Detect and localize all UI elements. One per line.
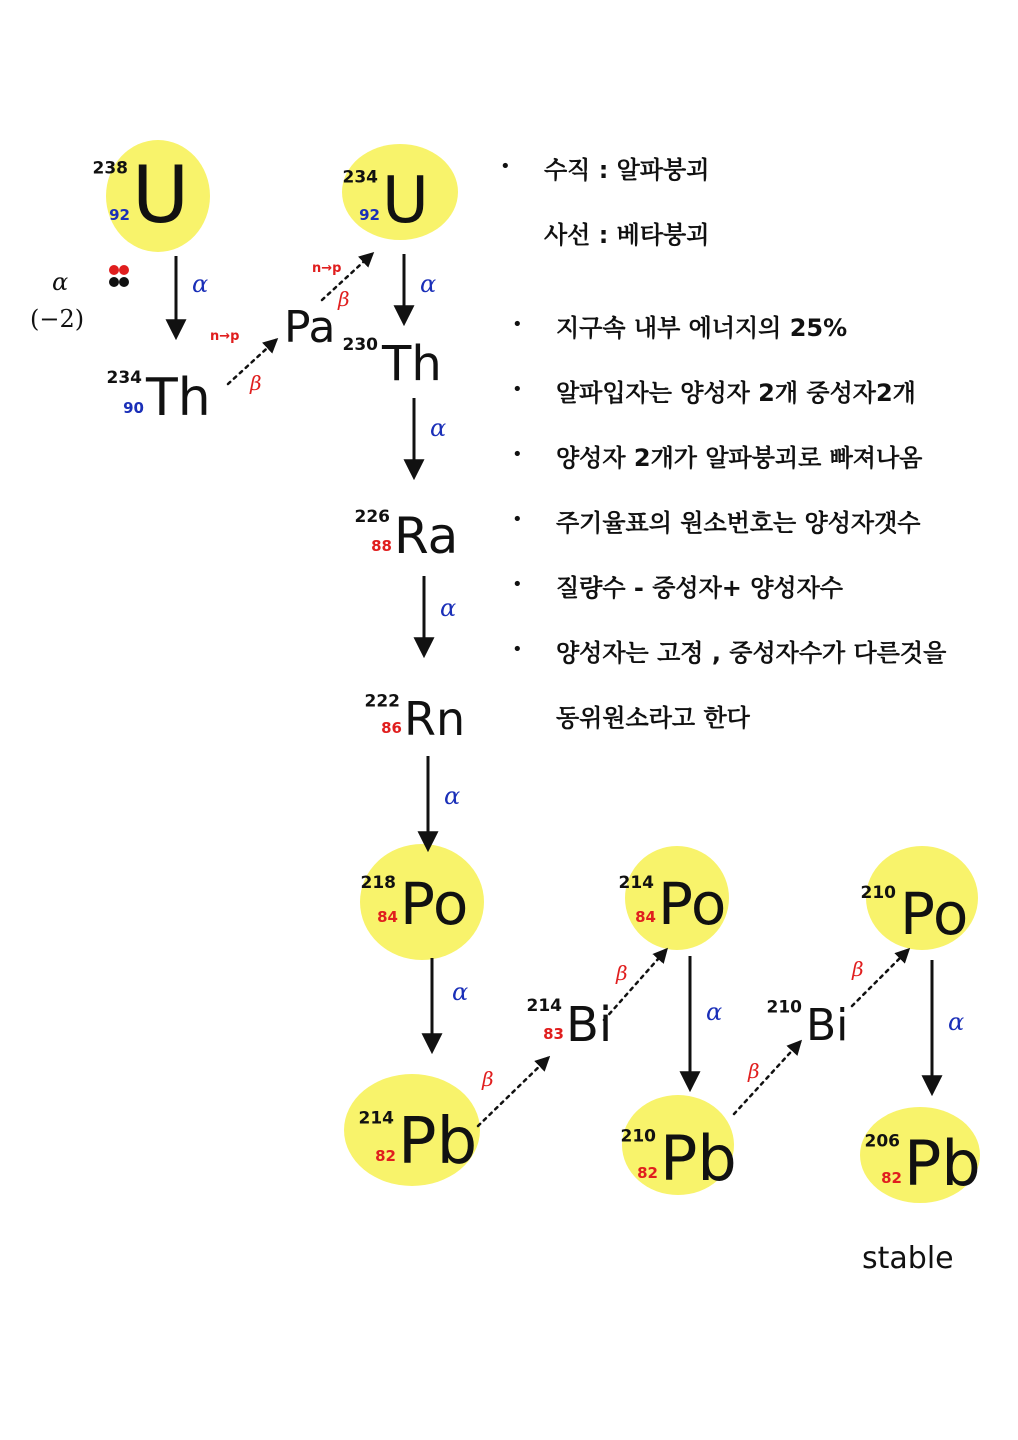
note-item: 주기율표의 원소번호는 양성자갯수 bbox=[556, 509, 921, 537]
alpha-label: α bbox=[444, 782, 461, 810]
decay-arrow-pb210-bi210 bbox=[734, 1042, 800, 1114]
mass-number: 218 bbox=[360, 873, 396, 894]
beta-label: β bbox=[748, 1059, 760, 1083]
decay-arrow-pb214-bi214 bbox=[478, 1058, 548, 1126]
nuclide-th234 bbox=[107, 368, 211, 428]
mass-number: 214 bbox=[358, 1108, 394, 1129]
element-symbol: Pa bbox=[284, 302, 336, 353]
alpha-label: α bbox=[706, 998, 723, 1026]
nuclide-rn222 bbox=[365, 691, 466, 746]
n-to-p-label: n→p bbox=[312, 261, 342, 276]
nuclide-bi210 bbox=[767, 998, 849, 1051]
note-item: 질량수 - 중성자+ 양성자수 bbox=[556, 574, 843, 602]
element-symbol: Th bbox=[146, 368, 211, 428]
bullet-dot: • bbox=[512, 379, 523, 400]
note-vertical-alpha: 수직 : 알파붕괴 bbox=[544, 156, 710, 184]
nuclides-layer bbox=[93, 151, 981, 1200]
element-symbol: U bbox=[132, 151, 190, 241]
mass-number: 206 bbox=[864, 1131, 900, 1152]
beta-label: β bbox=[482, 1067, 494, 1091]
mass-number: 234 bbox=[342, 167, 378, 188]
proton-dot bbox=[119, 265, 129, 275]
element-symbol: Ra bbox=[394, 507, 459, 565]
decay-arrow-po214-pb210 bbox=[690, 956, 722, 1088]
element-symbol: U bbox=[382, 164, 429, 238]
atomic-number: 90 bbox=[123, 399, 144, 417]
n-to-p-label: n→p bbox=[210, 329, 240, 344]
element-symbol: Th bbox=[382, 336, 442, 392]
beta-label: β bbox=[338, 287, 350, 311]
mass-number: 222 bbox=[364, 691, 400, 712]
decay-arrow-th230-ra226 bbox=[414, 398, 446, 476]
atomic-number: 86 bbox=[381, 719, 402, 737]
beta-label: β bbox=[250, 371, 262, 395]
note-item-continuation: 동위원소라고 한다 bbox=[556, 704, 750, 732]
alpha-label: α bbox=[452, 978, 469, 1006]
decay-arrow-u238-th234 bbox=[176, 256, 208, 336]
decay-arrow-th234-pa bbox=[210, 329, 276, 395]
proton-dot bbox=[109, 265, 119, 275]
mass-number: 226 bbox=[354, 507, 390, 527]
bullet-dot: • bbox=[512, 509, 523, 530]
note-item: 양성자 2개가 알파붕괴로 빠져나옴 bbox=[556, 444, 923, 472]
alpha-particle-illustration bbox=[30, 265, 129, 333]
decay-arrow-bi210-po210 bbox=[851, 950, 908, 1006]
element-symbol: Rn bbox=[404, 692, 466, 746]
beta-label: β bbox=[616, 961, 628, 985]
neutron-dot bbox=[109, 277, 119, 287]
charge-change-note: (−2) bbox=[30, 305, 85, 333]
mass-number: 238 bbox=[92, 158, 128, 179]
mass-number: 214 bbox=[618, 873, 654, 894]
mass-number: 214 bbox=[526, 996, 562, 1017]
mass-number: 210 bbox=[766, 997, 802, 1018]
stable-label: stable bbox=[862, 1241, 954, 1276]
atomic-number: 82 bbox=[881, 1169, 902, 1187]
element-symbol: Pb bbox=[660, 1122, 737, 1195]
bullet-dot: • bbox=[512, 444, 523, 465]
nuclide-bi214 bbox=[527, 996, 613, 1053]
decay-arrow-bi214-po214 bbox=[604, 950, 666, 1020]
alpha-label: α bbox=[430, 414, 447, 442]
bullet-dot: • bbox=[512, 314, 523, 335]
decay-arrow-u234-th230 bbox=[404, 254, 436, 322]
element-symbol: Bi bbox=[566, 997, 613, 1053]
decay-arrow-rn222-po218 bbox=[428, 756, 460, 848]
atomic-number: 82 bbox=[637, 1164, 658, 1182]
element-symbol: Po bbox=[400, 870, 469, 938]
nuclide-th230 bbox=[343, 335, 442, 392]
alpha-label: α bbox=[192, 270, 209, 298]
note-item: 지구속 내부 에너지의 25% bbox=[556, 314, 848, 342]
alpha-label: α bbox=[440, 594, 457, 622]
element-symbol: Po bbox=[658, 870, 727, 938]
decay-arrow-ra226-rn222 bbox=[424, 576, 456, 654]
beta-arrow-line bbox=[734, 1042, 800, 1114]
element-symbol: Pb bbox=[904, 1127, 981, 1200]
highlights-layer bbox=[106, 140, 980, 1203]
neutron-dot bbox=[119, 277, 129, 287]
atomic-number: 83 bbox=[543, 1025, 564, 1043]
note-diagonal-beta: 사선 : 베타붕괴 bbox=[544, 221, 710, 249]
alpha-particle-label: α bbox=[52, 268, 69, 296]
atomic-number: 84 bbox=[635, 908, 656, 926]
element-symbol: Bi bbox=[806, 1000, 849, 1051]
atomic-number: 92 bbox=[359, 206, 380, 224]
alpha-label: α bbox=[948, 1008, 965, 1036]
element-symbol: Po bbox=[900, 880, 969, 948]
note-item: 양성자는 고정 , 중성자수가 다른것을 bbox=[556, 639, 947, 667]
nuclide-ra226 bbox=[355, 507, 459, 565]
mass-number: 210 bbox=[860, 883, 896, 904]
bullet-dot: • bbox=[512, 574, 523, 595]
beta-label: β bbox=[852, 957, 864, 981]
mass-number: 210 bbox=[620, 1126, 656, 1147]
mass-number: 234 bbox=[106, 367, 142, 388]
decay-arrow-po210-pb206 bbox=[932, 960, 964, 1092]
bullet-dot: • bbox=[500, 156, 511, 177]
bullet-dot: • bbox=[512, 639, 523, 660]
alpha-label: α bbox=[420, 270, 437, 298]
decay-arrow-po218-pb214 bbox=[432, 958, 468, 1050]
mass-number: 230 bbox=[342, 335, 378, 356]
atomic-number: 84 bbox=[377, 908, 398, 926]
element-symbol: Pb bbox=[398, 1105, 478, 1179]
atomic-number: 82 bbox=[375, 1147, 396, 1165]
nuclide-pa bbox=[284, 302, 336, 353]
atomic-number: 88 bbox=[371, 537, 392, 555]
beta-arrow-line bbox=[604, 950, 666, 1020]
note-item: 알파입자는 양성자 2개 중성자2개 bbox=[556, 379, 916, 407]
atomic-number: 92 bbox=[109, 206, 130, 224]
